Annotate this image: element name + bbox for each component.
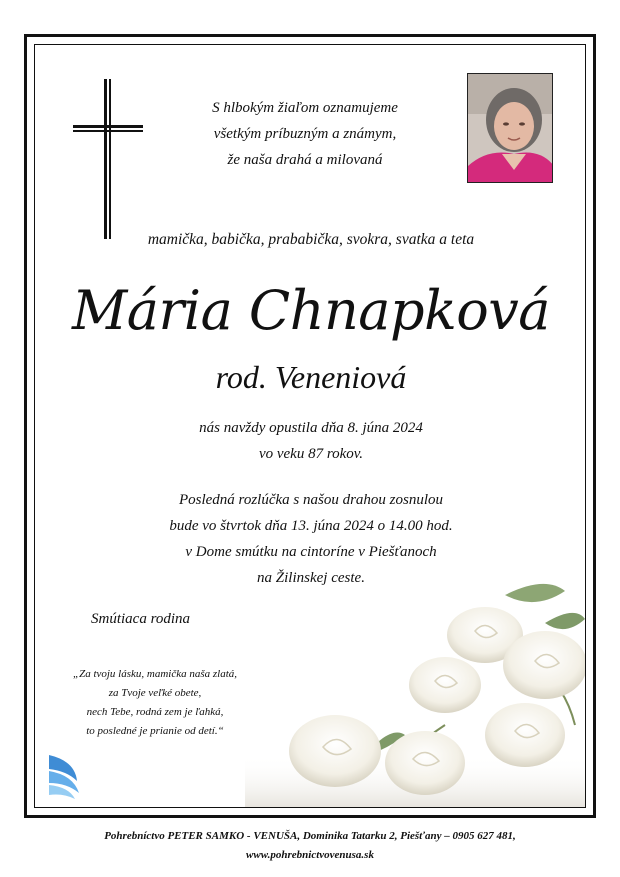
memorial-poem xyxy=(55,665,255,741)
funeral-line: bude vo štvrtok dňa 13. júna 2024 o 14.00 hod. xyxy=(169,518,453,534)
footer-website: www.pohrebnictvovenusa.sk xyxy=(246,849,374,861)
footer-address: Pohrebníctvo PETER SAMKO - VENUŠA, Dominika Tatarku 2, Piešťany – 0905 627 481, xyxy=(104,830,516,842)
announcement-intro xyxy=(155,95,455,173)
portrait-image xyxy=(468,74,553,183)
intro-line: všetkým príbuzným a známym, xyxy=(213,126,397,142)
family-signature: Smútiaca rodina xyxy=(91,611,191,627)
deceased-photo xyxy=(467,73,553,183)
poem-line: to posledné je prianie od detí.“ xyxy=(86,725,224,737)
funeral-line: v Dome smútku na cintoríne v Piešťanoch xyxy=(185,544,437,560)
intro-line: že naša drahá a milovaná xyxy=(227,152,383,168)
death-notice xyxy=(35,415,586,467)
death-line: vo veku 87 rokov. xyxy=(258,446,364,462)
funeral-home-footer xyxy=(0,827,620,865)
deceased-name: Mária Chnapková xyxy=(72,279,550,342)
poem-line: za Tvoje veľké obete, xyxy=(108,687,202,699)
funeral-line: na Žilinskej ceste. xyxy=(257,570,365,586)
funeral-line: Posledná rozlúčka s našou drahou zosnulou xyxy=(178,492,444,508)
poem-line: nech Tebe, rodná zem je ľahká, xyxy=(86,706,224,718)
maiden-name: rod. Veneniová xyxy=(215,359,407,395)
poem-line: „Za tvoju lásku, mamička naša zlatá, xyxy=(72,668,238,680)
family-relations: mamička, babička, prababička, svokra, svatka a teta xyxy=(147,231,475,248)
white-roses-image xyxy=(245,575,586,808)
cross-icon xyxy=(73,79,145,239)
obituary-card xyxy=(34,44,586,808)
death-line: nás navždy opustila dňa 8. júna 2024 xyxy=(199,420,423,436)
intro-line: S hlbokým žiaľom oznamujeme xyxy=(212,100,398,116)
venusa-logo-icon xyxy=(45,751,85,799)
